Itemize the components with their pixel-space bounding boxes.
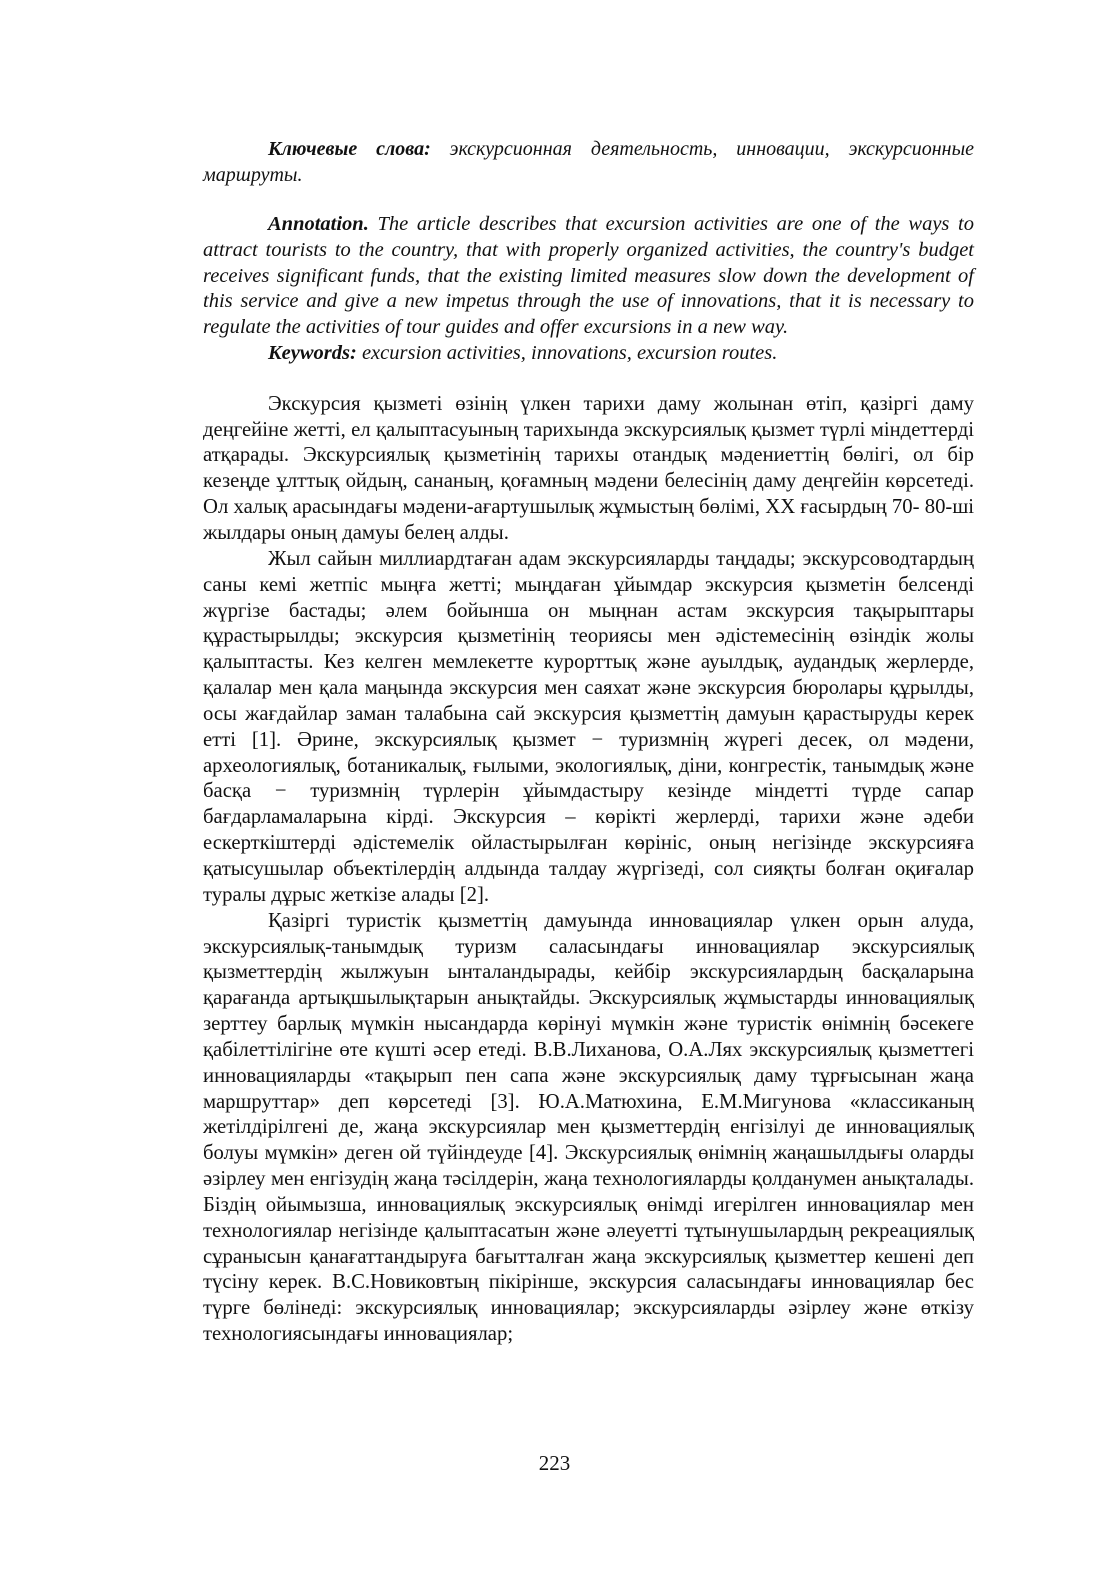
- text-column: [203, 136, 974, 1348]
- annotation-paragraph: [203, 212, 974, 341]
- body-paragraph-3: Қазіргі туристік қызметтің дамуында инновациялар үлкен орын алуда, экскурсиялық-танымдық туризм саласындағы инновациялар экскурсиялық қызметтердің жылжуын ынталандырады, кейбір экскурсиялардың басқаларына қарағанда артықшылықтарын анықтайды. Экскурсиялық жұмыстарды инновациялық зерттеу барлық мүмкін нысандарда көрінуі мүмкін және туристік өнімнің бәсекеге қабілеттілігіне өте күшті әсер етеді. В.В.Лиханова, О.А.Лях экскурсиялық қызметтегі инновацияларды «тақырып пен сапа және экскурсиялық даму тұрғысынан жаңа маршруттар» деп көрсетеді [3]. Ю.А.Матюхина, Е.М.Мигунова «классиканың жетілдірілгені де, жаңа экскурсиялар мен қызметтердің енгізілуі де инновациялық болуы мүмкін» деген ой түйіндеуде [4]. Экскурсиялық өнімнің жаңашылдығы оларды әзірлеу мен енгізудің жаңа тәсілдерін, жаңа технологияларды қолданумен анықталады. Біздің ойымызша, инновациялық экскурсиялық өнімді игерілген инновациялар мен технологиялар негізінде қалыптасатын және әлеуетті тұтынушылардың рекреациялық сұранысын қанағаттандыруға бағытталған жаңа экскурсиялық қызметтер кешені деп түсіну керек. В.С.Новиковтың пікірінше, экскурсия саласындағы инновациялар бес түрге бөлінеді: экскурсиялық инновациялар; экскурсияларды әзірлеу және өткізу технологиясындағы инновациялар;: [203, 909, 974, 1346]
- keywords-en-label: Keywords:: [268, 341, 357, 364]
- page-number: 223: [538, 1451, 571, 1475]
- keywords-en-text: excursion activities, innovations, excursion routes.: [356, 341, 778, 364]
- keywords-ru-label: Ключевые слова:: [268, 138, 431, 160]
- body-paragraph-1: Экскурсия қызметі өзінің үлкен тарихи даму жолынан өтіп, қазіргі даму деңгейіне жетті, ел қалыптасуының тарихында экскурсиялық қызмет түрлі міндеттерді атқарады. Экскурсиялық қызметінің тарихы отандық мәдениеттің бөлігі, ол бір кезеңде ұлттық ойдың, сананың, қоғамның мәдени белесінің даму деңгейін көрсетеді. Ол халық арасындағы мәдени-ағартушылық жұмыстың бөлімі, XX ғасырдың 70- 80-ші жылдары оның дамуы белең алды.: [203, 392, 974, 544]
- keywords-en-paragraph: [203, 341, 974, 367]
- keywords-ru-paragraph: [203, 136, 974, 188]
- body-paragraph-2: Жыл сайын миллиардтаған адам экскурсияларды таңдады; экскурсоводтардың саны кемі жетпіс мыңға жетті; мыңдаған ұйымдар экскурсия қызметін белсенді жүргізе бастады; әлем бойынша он мыңнан астам экскурсия тақырыптары құрастырылды; экскурсия қызметінің теориясы мен әдістемесінің өзіндік жолы қалыптасты. Кез келген мемлекетте курорттық және ауылдық, аудандық жерлерде, қалалар мен қала маңында экскурсия мен саяхат және экскурсия бюролары құрылды, осы жағдайлар заман талабына сай экскурсия қызметтің дамуын қарастыруды керек етті [1]. Әрине, экскурсиялық қызмет − туризмнің жүрегі десек, ол мәдени, археологиялық, ботаникалық, ғылыми, экологиялық, діни, конгрестік, танымдық және басқа − туризмнің түрлерін ұйымдастыру кезінде міндетті түрде сапар бағдарламаларына кірді. Экскурсия – көрікті жерлерді, тарихи және әдеби ескерткіштерді әдістемелік ойластырылған көрініс, оның негізінде экскурсияға қатысушылар объектілердің алдында талдау жүргізеді, сол сияқты болған оқиғалар туралы дұрыс жеткізе алады [2].: [203, 547, 974, 906]
- annotation-text: The article describes that excursion activities are one of the ways to attract tourists to the country, that with properly organized activities, the country's budget receives significant funds, that the existing limited measures slow down the development of this service and give a new impetus through the use of innovations, that it is necessary to regulate the activities of tour guides and offer excursions in a new way.: [203, 213, 974, 339]
- keywords-ru-text: экскурсионная деятельность, инновации, экскурсионные маршруты.: [203, 138, 975, 186]
- annotation-label: Annotation.: [268, 213, 369, 235]
